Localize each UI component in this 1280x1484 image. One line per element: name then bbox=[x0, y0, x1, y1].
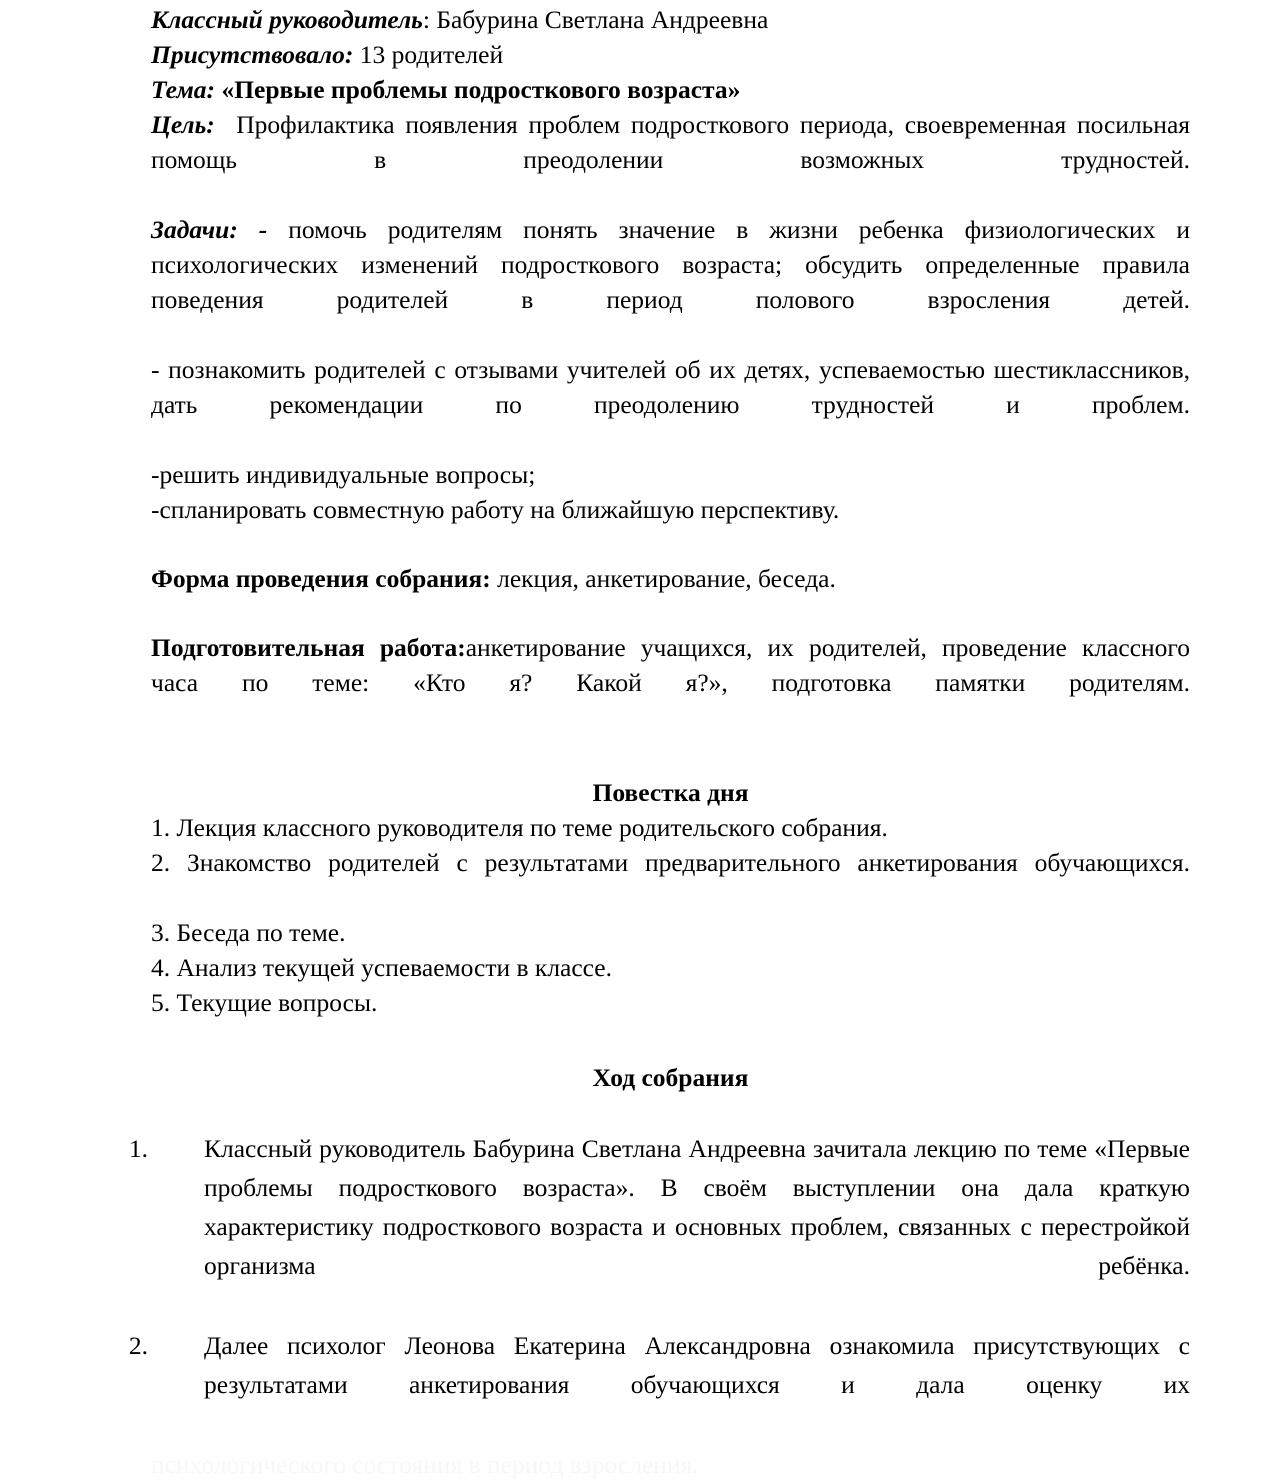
proceedings-item-text: Далее психолог Леонова Екатерина Александровна ознакомила присутствующих с результатами анкетирования обучающихся и дала оценку их bbox=[204, 1331, 1190, 1399]
topic-value: «Первые проблемы подросткового возраста» bbox=[221, 75, 741, 104]
agenda-item-text: 4. Анализ текущей успеваемости в классе. bbox=[151, 953, 613, 982]
paragraph-goal bbox=[151, 107, 1190, 212]
proceedings-heading: Ход собрания bbox=[592, 1063, 749, 1092]
line-attendance bbox=[151, 37, 1190, 72]
agenda-item bbox=[151, 985, 1190, 1020]
agenda-item-text: 2. Знакомство родителей с результатами предварительного анкетирования обучающихся. bbox=[151, 848, 1190, 877]
goal-text: Профилактика появления проблем подросткового периода, своевременная посильная помощь в преодолении возможных трудностей. bbox=[151, 110, 1190, 174]
line-topic bbox=[151, 72, 1190, 107]
agenda-item-text: 1. Лекция классного руководителя по теме родительского собрания. bbox=[151, 813, 888, 842]
paragraph-objective-item bbox=[151, 352, 1190, 457]
agenda-item bbox=[151, 915, 1190, 950]
spacer bbox=[151, 1095, 1190, 1129]
objective-item-text: -решить индивидуальные вопросы; bbox=[151, 460, 536, 489]
agenda-item bbox=[151, 950, 1190, 985]
paragraph-objective-item bbox=[151, 457, 1190, 492]
homeroom-teacher-separator: : bbox=[422, 5, 437, 34]
paragraph-meeting-format bbox=[151, 561, 1190, 596]
proceedings-item bbox=[151, 1129, 1190, 1324]
meeting-format-text: лекция, анкетирование, беседа. bbox=[490, 564, 836, 593]
homeroom-teacher-value: Бабурина Светлана Андреевна bbox=[436, 5, 769, 34]
goal-label: Цель: bbox=[151, 110, 215, 139]
agenda-item-text: 5. Текущие вопросы. bbox=[151, 988, 378, 1017]
agenda-heading: Повестка дня bbox=[592, 778, 749, 807]
agenda-item-text: 3. Беседа по теме. bbox=[151, 918, 346, 947]
agenda-item bbox=[151, 810, 1190, 845]
objectives-label: Задачи: - bbox=[151, 215, 268, 244]
paragraph-preparatory-work bbox=[151, 630, 1190, 735]
meeting-format-label: Форма проведения собрания: bbox=[151, 564, 491, 593]
attendance-value: 13 родителей bbox=[359, 40, 504, 69]
proceedings-item-text: Классный руководитель Бабурина Светлана Андреевна зачитала лекцию по теме «Первые проблемы подросткового возраста». В своём выступлении она дала краткую характеристику подросткового возраста и основных проблем, связанных с перестройкой организма ребёнка. bbox=[204, 1134, 1190, 1280]
proceedings-clipped-tail: психологического состояния в период взросления. bbox=[151, 1450, 699, 1479]
spacer bbox=[151, 735, 1190, 775]
paragraph-objective-item bbox=[151, 492, 1190, 527]
homeroom-teacher-label: Классный руководитель bbox=[151, 5, 423, 34]
paragraph-objectives-first bbox=[151, 212, 1190, 352]
spacer bbox=[151, 596, 1190, 630]
objective-item-text: -спланировать совместную работу на ближайшую перспективу. bbox=[151, 495, 840, 524]
attendance-label: Присутствовало: bbox=[151, 40, 354, 69]
line-homeroom-teacher bbox=[151, 2, 1190, 37]
proceedings-list bbox=[151, 1129, 1190, 1443]
topic-label: Тема: bbox=[151, 75, 216, 104]
preparatory-work-text: анкетирование учащихся, их родителей, проведение классного часа по теме: «Кто я? Какой я?», подготовка памятки родителям. bbox=[151, 633, 1190, 697]
proceedings-item bbox=[151, 1326, 1190, 1443]
spacer bbox=[151, 1020, 1190, 1060]
objective-item-text: - познакомить родителей с отзывами учителей об их детях, успеваемостью шестиклассников, дать рекомендации по преодолению трудностей и проблем. bbox=[151, 355, 1190, 419]
objectives-first-item: помочь родителям понять значение в жизни ребенка физиологических и психологических изменений подросткового возраста; обсудить определенные правила поведения родителей в период полового взросления детей. bbox=[151, 215, 1191, 314]
agenda-item bbox=[151, 845, 1190, 915]
preparatory-work-label: Подготовительная работа: bbox=[151, 633, 466, 662]
spacer bbox=[151, 527, 1190, 561]
document-body bbox=[151, 0, 1191, 1479]
